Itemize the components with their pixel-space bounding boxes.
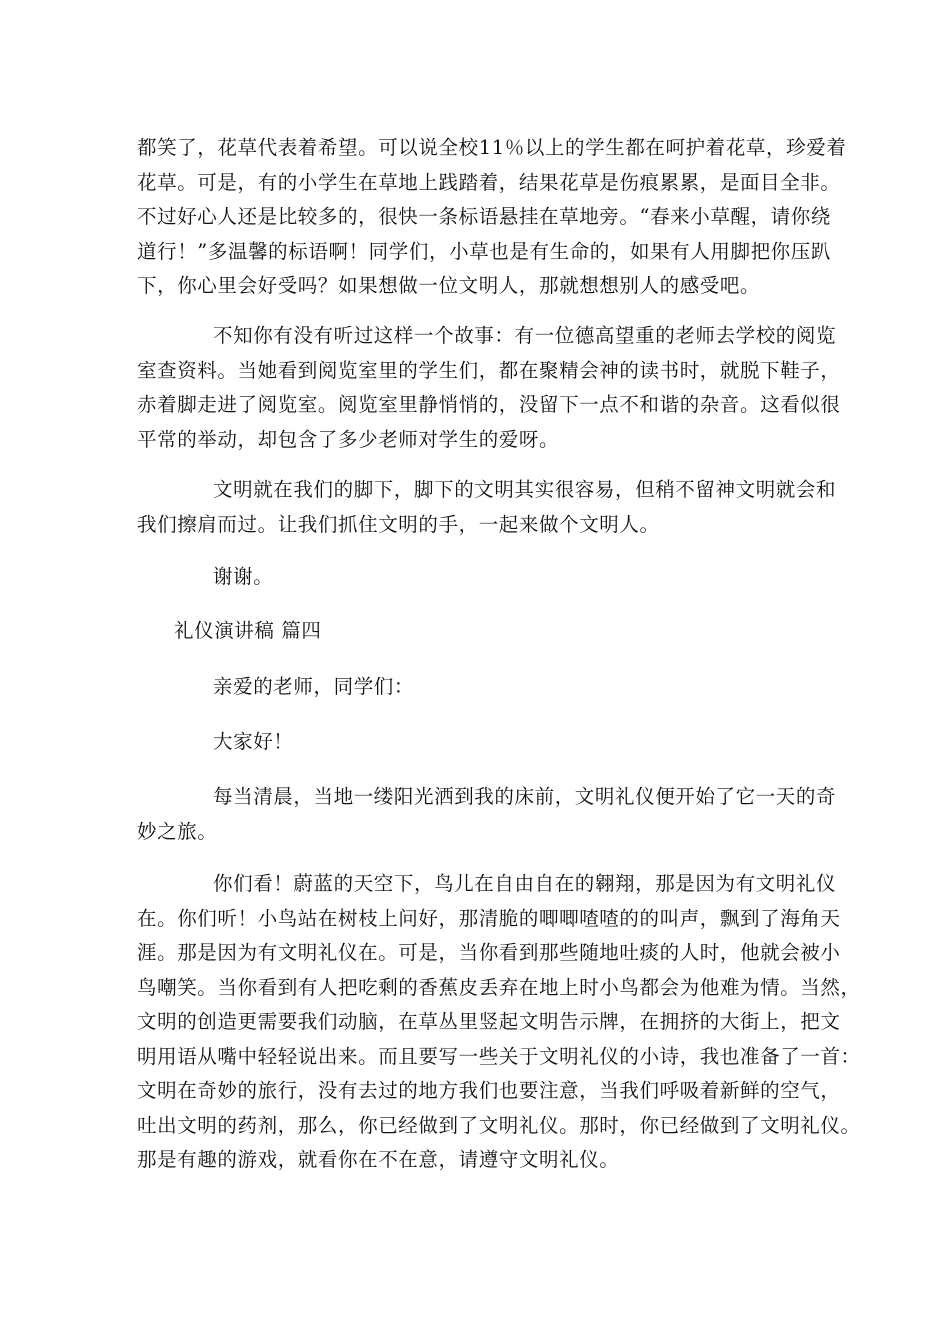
text-line: 文明的创造更需要我们动脑，在草丛里竖起文明告示牌，在拥挤的大街上，把文 <box>137 1010 841 1033</box>
text-line: 不知你有没有听过这样一个故事：有一位德高望重的老师去学校的阅览 <box>213 324 837 347</box>
text-line: 都笑了，花草代表着希望。可以说全校11％以上的学生都在呵护着花草，珍爱着 <box>137 136 847 159</box>
text-line: 下，你心里会好受吗？如果想做一位文明人，那就想想别人的感受吧。 <box>137 274 761 297</box>
text-line: 文明在奇妙的旅行，没有去过的地方我们也要注意，当我们呼吸着新鲜的空气， <box>137 1079 841 1102</box>
text-line: 花草。可是，有的小学生在草地上践踏着，结果花草是伤痕累累，是面目全非。 <box>137 170 841 194</box>
paragraph-conclusion <box>137 473 837 542</box>
text-line: 明用语从嘴中轻轻说出来。而且要写一些关于文明礼仪的小诗，我也准备了一首： <box>137 1044 861 1068</box>
paragraph-salutation <box>137 670 827 705</box>
text-line: 鸟嘲笑。当你看到有人把吃剩的香蕉皮丢弃在地上时小鸟都会为他难为情。当然， <box>137 975 861 999</box>
text-line: 大家好！ <box>213 730 294 753</box>
paragraph-story <box>137 319 841 457</box>
paragraph-morning <box>137 780 837 849</box>
text-line: 谢谢。 <box>213 565 274 588</box>
text-line: 我们擦肩而过。让我们抓住文明的手，一起来做个文明人。 <box>137 512 660 536</box>
text-line: 妙之旅。 <box>137 819 218 843</box>
text-line: 每当清晨，当地一缕阳光洒到我的床前，文明礼仪便开始了它一天的奇 <box>213 785 837 808</box>
paragraph-continuation <box>137 131 847 304</box>
text-line: 你们看！蔚蓝的天空下，鸟儿在自由自在的翱翔，那是因为有文明礼仪 <box>213 872 837 895</box>
paragraph-thanks <box>137 560 827 595</box>
text-line: 赤着脚走进了阅览室。阅览室里静悄悄的，没留下一点不和谐的杂音。这看似很 <box>137 393 841 416</box>
section-title: 礼仪演讲稿 篇四 <box>174 619 322 642</box>
text-line: 在。你们听！小鸟站在树枝上问好，那清脆的唧唧喳喳的的叫声，飘到了海角天 <box>137 906 841 930</box>
text-line: 那是有趣的游戏，就看你在不在意，请遵守文明礼仪。 <box>137 1148 620 1171</box>
text-line: 涯。那是因为有文明礼仪在。可是，当你看到那些随地吐痰的人时，他就会被小 <box>137 941 841 964</box>
text-line: 室查资料。当她看到阅览室里的学生们，都在聚精会神的读书时，就脱下鞋子， <box>137 358 841 382</box>
section-heading <box>137 614 827 649</box>
text-line: 亲爱的老师，同学们： <box>213 675 415 698</box>
paragraph-birds <box>137 867 861 1178</box>
text-line: 不过好心人还是比较多的，很快一条标语悬挂在草地旁。“春来小草醒，请你绕 <box>137 205 831 228</box>
paragraph-greeting <box>137 725 827 760</box>
text-line: 文明就在我们的脚下，脚下的文明其实很容易，但稍不留神文明就会和 <box>213 478 837 501</box>
text-line: 平常的举动，却包含了多少老师对学生的爱呀。 <box>137 427 560 451</box>
text-line: 吐出文明的药剂，那么，你已经做到了文明礼仪。那时，你已经做到了文明礼仪。 <box>137 1113 861 1137</box>
text-line: 道行！”多温馨的标语啊！同学们，小草也是有生命的，如果有人用脚把你压趴 <box>137 239 831 263</box>
